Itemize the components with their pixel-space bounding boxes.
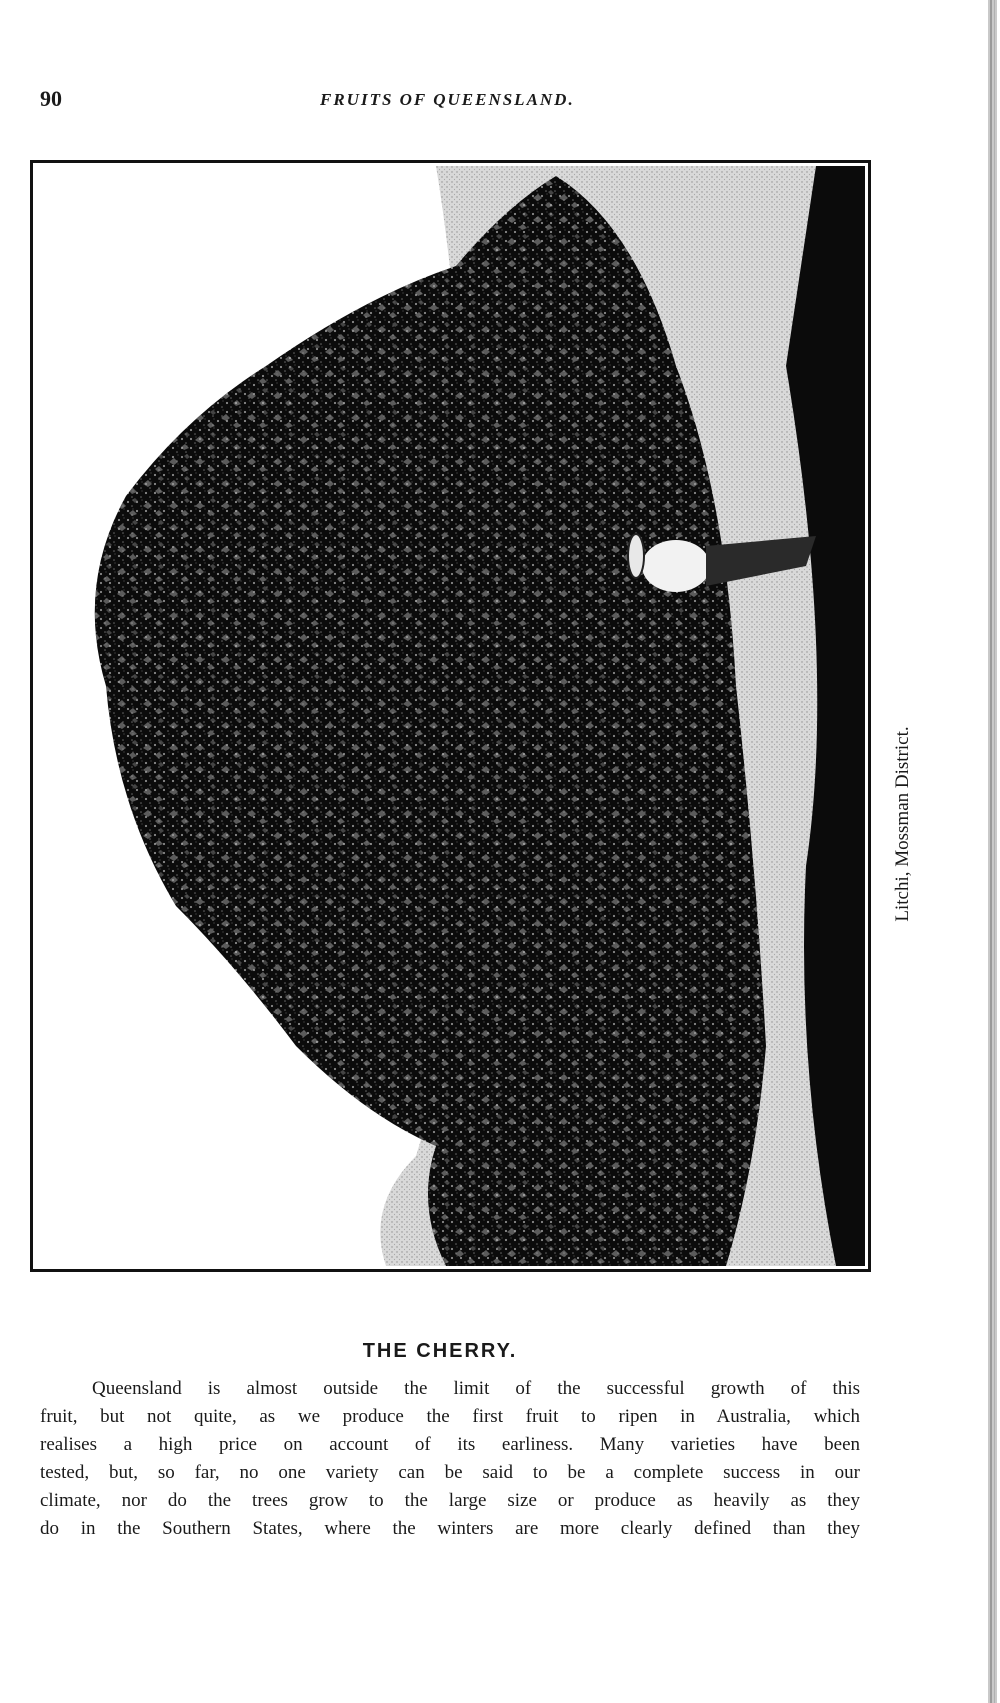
photo-plate	[30, 160, 871, 1272]
page-edge-strip	[924, 0, 1000, 1703]
plate-caption: Litchi, Mossman District.	[892, 726, 913, 922]
body-paragraph	[40, 1375, 860, 1543]
body-line: Queensland is almost outside the limit of the successful growth of this	[92, 1378, 860, 1399]
body-line: realises a high price on account of its earliness. Many varieties have been	[40, 1434, 860, 1455]
body-line: climate, nor do the trees grow to the large size or produce as heavily as they	[40, 1490, 860, 1511]
litchi-tree-photograph	[36, 166, 865, 1266]
body-line: fruit, but not quite, as we produce the first fruit to ripen in Australia, which	[40, 1406, 860, 1427]
page-number: 90	[40, 86, 62, 111]
body-line: do in the Southern States, where the winters are more clearly defined than they	[40, 1518, 860, 1539]
body-line: tested, but, so far, no one variety can be said to be a complete success in our	[40, 1462, 860, 1483]
section-title: THE CHERRY.	[362, 1340, 518, 1362]
running-title: FRUITS OF QUEENSLAND.	[320, 90, 575, 109]
